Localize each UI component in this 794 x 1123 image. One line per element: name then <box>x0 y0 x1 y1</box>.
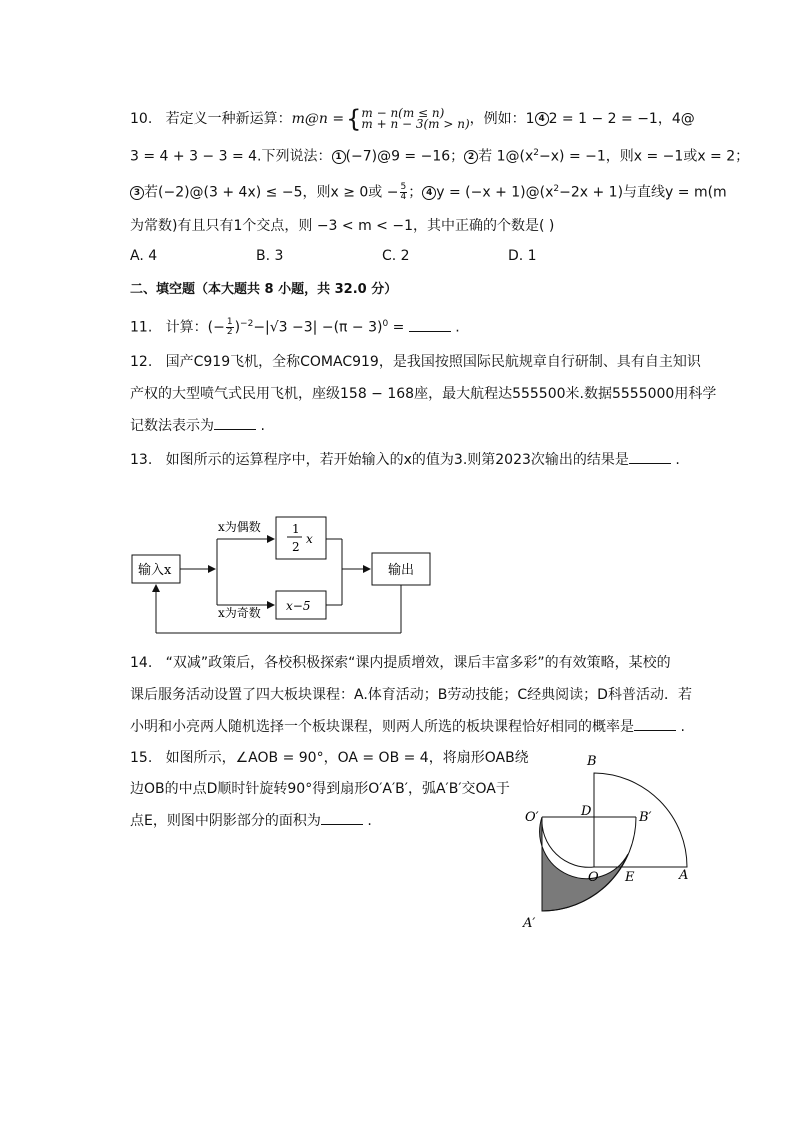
q14-line1 <box>130 653 671 673</box>
statement-4a: y = (−x + 1)@(x <box>436 184 554 201</box>
q12-line3 <box>130 415 265 436</box>
q10-case1: m − n(m ≤ n) <box>361 106 445 120</box>
q10-piecewise: { m − n(m ≤ n) m + n − 3(m > n) <box>346 105 470 133</box>
statement-3a: 若(−2)@(3 + 4x) ≤ −5，则x ≥ 0或 − <box>144 184 399 201</box>
q15-number: 15. <box>130 750 153 766</box>
q15-end: . <box>367 813 372 829</box>
half-numerator: 1 <box>292 522 300 536</box>
q15-text-2: 边OB的中点D顺时针旋转90°得到扇形O′A′B′，弧A′B′交OA于 <box>130 781 510 797</box>
q13-answer-blank[interactable] <box>629 449 671 464</box>
q10-example-cont: 3 = 4 + 3 − 3 = 4.下列说法： <box>130 148 332 165</box>
q13-line <box>130 449 680 470</box>
statement-2a: 若 1@(x <box>478 148 534 165</box>
q12-line2 <box>130 384 716 404</box>
label-e: E <box>625 870 635 885</box>
q12-text-2: 产权的大型喷气式民用飞机，座级158 − 168座，最大航程达555500米.数据5555000用科学 <box>130 386 717 402</box>
q14-text-2: 课后服务活动设置了四大板块课程：A.体育活动；B劳动技能；C经典阅读；D科普活动．若 <box>130 687 692 703</box>
option-a[interactable]: A. 4 <box>130 248 158 264</box>
label-d: D <box>581 804 592 819</box>
q11-number: 11. <box>130 319 153 336</box>
inner-arc <box>542 817 594 867</box>
q11-equals: = <box>388 319 409 336</box>
q10-example: 2 = 1 − 2 = −1，4@ <box>548 111 695 127</box>
q14-line3 <box>130 716 685 737</box>
q14-text-1: “双减”政策后，各校积极探索“课内提质增效，课后丰富多彩”的有效策略，某校的 <box>165 655 671 671</box>
q14-number: 14. <box>130 655 153 671</box>
q13-number: 13. <box>130 452 153 468</box>
q15-line2 <box>130 779 510 799</box>
q14-answer-blank[interactable] <box>634 716 676 731</box>
q10-operator: m@n = <box>291 111 345 127</box>
q15-text-1: 如图所示，∠AOB = 90°，OA = OB = 4，将扇形OAB绕 <box>165 750 529 766</box>
q12-number: 12. <box>130 354 153 370</box>
q11-exponent: −2 <box>240 319 254 329</box>
statement-1-marker: 1 <box>332 150 346 164</box>
q15-line3 <box>130 810 372 831</box>
q10-number: 10. <box>130 111 153 127</box>
statement-3b: ； <box>408 184 423 201</box>
q13-flowchart <box>120 505 450 640</box>
fraction-1-2 <box>226 318 234 337</box>
q15-figure <box>515 745 715 935</box>
q15-text-3: 点E，则图中阴影部分的面积为 <box>130 813 321 829</box>
q10-question: 为常数)有且只有1个交点，则 −3 < m < −1，其中正确的个数是( ) <box>130 218 555 234</box>
statement-2b: −x) = −1，则x = −1或x = 2； <box>539 148 750 165</box>
q12-line1 <box>130 352 701 372</box>
fraction-denominator: 4 <box>400 192 407 203</box>
q12-end: . <box>260 418 265 434</box>
q14-text-3: 小明和小亮两人随机选择一个板块课程，则两人所选的板块课程恰好相同的概率是 <box>130 719 634 735</box>
option-b[interactable]: B. 3 <box>256 248 284 264</box>
shaded-region <box>540 817 628 911</box>
label-b: B <box>587 754 597 769</box>
q11-answer-blank[interactable] <box>409 317 451 332</box>
half-box <box>276 517 326 559</box>
fraction-numerator: 1 <box>226 317 233 328</box>
q11-line <box>130 314 460 338</box>
circled-4-symbol: 4 <box>535 112 549 126</box>
minus-label: x−5 <box>286 599 311 613</box>
q15-line1 <box>130 748 529 768</box>
q11-expr-a: 计算：(− <box>165 319 225 336</box>
q14-line2 <box>130 685 692 705</box>
section-heading: 二、填空题（本大题共 8 小题，共 32.0 分） <box>130 282 398 297</box>
label-o: O <box>588 870 599 885</box>
statement-3-marker: 3 <box>130 186 144 200</box>
odd-label: x为奇数 <box>218 606 261 620</box>
statement-4b: −2x + 1)与直线y = m(m <box>559 184 727 201</box>
statement-1: (−7)@9 = −16； <box>345 148 465 165</box>
q10-example-prefix: ，例如：1 <box>469 111 535 127</box>
statement-4-marker: 4 <box>422 186 436 200</box>
fraction-denominator: 2 <box>226 327 233 338</box>
output-label: 输出 <box>388 563 415 578</box>
half-variable: x <box>306 532 313 546</box>
half-denominator: 2 <box>292 540 300 554</box>
q15-answer-blank[interactable] <box>321 810 363 825</box>
q10-line4 <box>130 216 554 236</box>
even-label: x为偶数 <box>218 520 261 534</box>
q11-end: . <box>455 319 460 336</box>
fraction-5-4 <box>400 183 408 202</box>
option-c[interactable]: C. 2 <box>382 248 410 264</box>
option-d[interactable]: D. 1 <box>508 248 537 264</box>
q11-expr-b: ) <box>234 319 241 336</box>
q12-text-1: 国产C919飞机，全称COMAC919，是我国按照国际民航规章自行研制、具有自主知识 <box>165 354 701 370</box>
label-a: A <box>679 868 689 883</box>
label-b-prime: B′ <box>639 810 652 825</box>
q12-text-3: 记数法表示为 <box>130 418 214 434</box>
q12-answer-blank[interactable] <box>214 415 256 430</box>
q13-text: 如图所示的运算程序中，若开始输入的x的值为3.则第2023次输出的结果是 <box>165 452 629 468</box>
q13-end: . <box>675 452 680 468</box>
label-a-prime: A′ <box>523 916 536 931</box>
q10-case2: m + n − 3(m > n) <box>361 117 470 131</box>
q14-end: . <box>680 719 685 735</box>
q11-expr-c: −|√3 −3| −(π − 3) <box>253 319 383 336</box>
label-o-prime: O′ <box>525 810 539 825</box>
q11-exponent-zero: 0 <box>382 319 389 329</box>
fraction-numerator: 5 <box>400 182 407 193</box>
q10-intro: 若定义一种新运算： <box>165 111 292 127</box>
q10-line3: 3 若(−2)@(3 + 4x) ≤ −5，则x ≥ 0或 − $\frac{5}{4}$ ； 4 $y = (-x + 1)@(x^2-2x + 1)$与直线y = m(m <box>130 179 727 203</box>
input-label: 输入x <box>138 563 172 578</box>
q10-line1 <box>130 107 695 131</box>
statement-2-marker: 2 <box>464 150 478 164</box>
q10-line2: 3 = 4 + 3 − 3 = 4.下列说法： 1 (−7)@9 = −16； 2 若 $1@(x^2-x) = -1$，则x = −1或x = 2； <box>130 148 750 165</box>
